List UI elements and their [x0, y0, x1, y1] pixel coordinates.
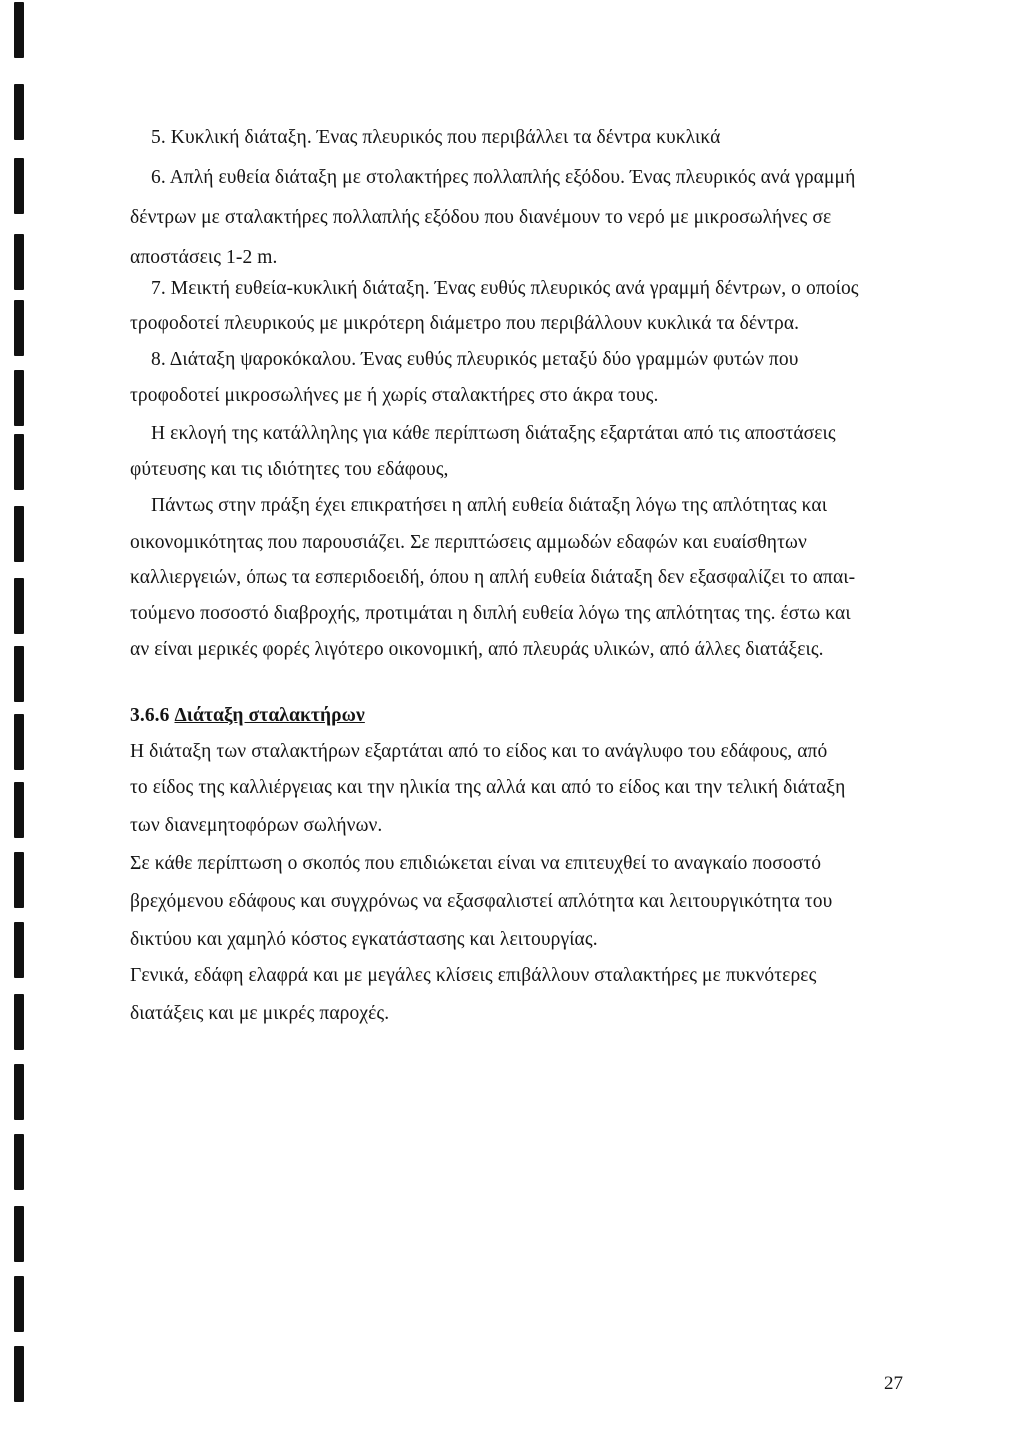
text-line: Η διάταξη των σταλακτήρων εξαρτάται από το είδος και το ανάγλυφο του εδάφους, από: [130, 741, 828, 762]
text-line: Σε κάθε περίπτωση ο σκοπός που επιδιώκεται είναι να επιτευχθεί το αναγκαίο ποσοστό: [130, 853, 822, 874]
binder-mark: [14, 994, 24, 1050]
binder-mark: [14, 234, 24, 290]
binder-edge: [14, 0, 26, 1449]
section-heading: [130, 704, 365, 728]
page-number: 27: [884, 1373, 903, 1394]
binder-mark: [14, 852, 24, 908]
list-item-5: 5. Κυκλική διάταξη. Ένας πλευρικός που περιβάλλει τα δέντρα κυκλικά: [151, 127, 721, 148]
text-line: τροφοδοτεί μικροσωλήνες με ή χωρίς σταλακτήρες στο άκρα τους.: [130, 385, 659, 406]
binder-mark: [14, 1276, 24, 1332]
text-line: αν είναι μερικές φορές λιγότερο οικονομική, από πλευράς υλικών, από άλλες διατάξεις.: [130, 639, 824, 660]
binder-mark: [14, 1134, 24, 1190]
text-line: των διανεμητοφόρων σωλήνων.: [130, 815, 383, 836]
text-line: φύτευσης και τις ιδιότητες του εδάφους,: [130, 459, 449, 480]
text-line: το είδος της καλλιέργειας και την ηλικία της αλλά και από το είδος και την τελική διάταξη: [130, 777, 846, 798]
text-line: οικονομικότητας που παρουσιάζει. Σε περιπτώσεις αμμωδών εδαφών και ευαίσθητων: [130, 532, 807, 553]
text-line: βρεχόμενου εδάφους και συγχρόνως να εξασφαλιστεί απλότητα και λειτουργικότητα του: [130, 891, 833, 912]
binder-mark: [14, 1346, 24, 1402]
binder-mark: [14, 922, 24, 978]
list-item-7: 7. Μεικτή ευθεία-κυκλική διάταξη. Ένας ευθύς πλευρικός ανά γραμμή δέντρων, ο οποίος: [151, 278, 859, 299]
binder-mark: [14, 506, 24, 562]
paragraph-line: Η εκλογή της κατάλληλης για κάθε περίπτωση διάταξης εξαρτάται από τις αποστάσεις: [151, 423, 836, 444]
paragraph-line: Πάντως στην πράξη έχει επικρατήσει η απλή ευθεία διάταξη λόγω της απλότητας και: [151, 495, 828, 516]
binder-mark: [14, 646, 24, 702]
section-title: Διάταξη σταλακτήρων: [174, 705, 365, 726]
binder-mark: [14, 578, 24, 634]
text-line: καλλιεργειών, όπως τα εσπεριδοειδή, όπου η απλή ευθεία διάταξη δεν εξασφαλίζει το απαι-: [130, 567, 856, 588]
text-line: Γενικά, εδάφη ελαφρά και με μεγάλες κλίσεις επιβάλλουν σταλακτήρες με πυκνότερες: [130, 965, 817, 986]
binder-mark: [14, 714, 24, 770]
binder-mark: [14, 158, 24, 214]
binder-mark: [14, 434, 24, 490]
binder-mark: [14, 370, 24, 426]
binder-mark: [14, 1064, 24, 1120]
section-number: 3.6.6: [130, 705, 170, 726]
text-line: δέντρων με σταλακτήρες πολλαπλής εξόδου που διανέμουν το νερό με μικροσωλήνες σε: [130, 207, 832, 228]
binder-mark: [14, 1206, 24, 1262]
list-item-6: 6. Απλή ευθεία διάταξη με στολακτήρες πολλαπλής εξόδου. Ένας πλευρικός ανά γραμμή: [151, 167, 856, 188]
binder-mark: [14, 300, 24, 356]
text-line: τούμενο ποσοστό διαβροχής, προτιμάται η διπλή ευθεία λόγω της απλότητας της. έστω και: [130, 603, 851, 624]
text-line: τροφοδοτεί πλευρικούς με μικρότερη διάμετρο που περιβάλλουν κυκλικά τα δέντρα.: [130, 313, 800, 334]
binder-mark: [14, 84, 24, 140]
binder-mark: [14, 782, 24, 838]
binder-mark: [14, 2, 24, 58]
text-line: διατάξεις και με μικρές παροχές.: [130, 1003, 390, 1024]
text-line: δικτύου και χαμηλό κόστος εγκατάστασης και λειτουργίας.: [130, 929, 598, 950]
text-line: αποστάσεις 1-2 m.: [130, 247, 278, 268]
list-item-8: 8. Διάταξη ψαροκόκαλου. Ένας ευθύς πλευρικός μεταξύ δύο γραμμών φυτών που: [151, 349, 799, 370]
